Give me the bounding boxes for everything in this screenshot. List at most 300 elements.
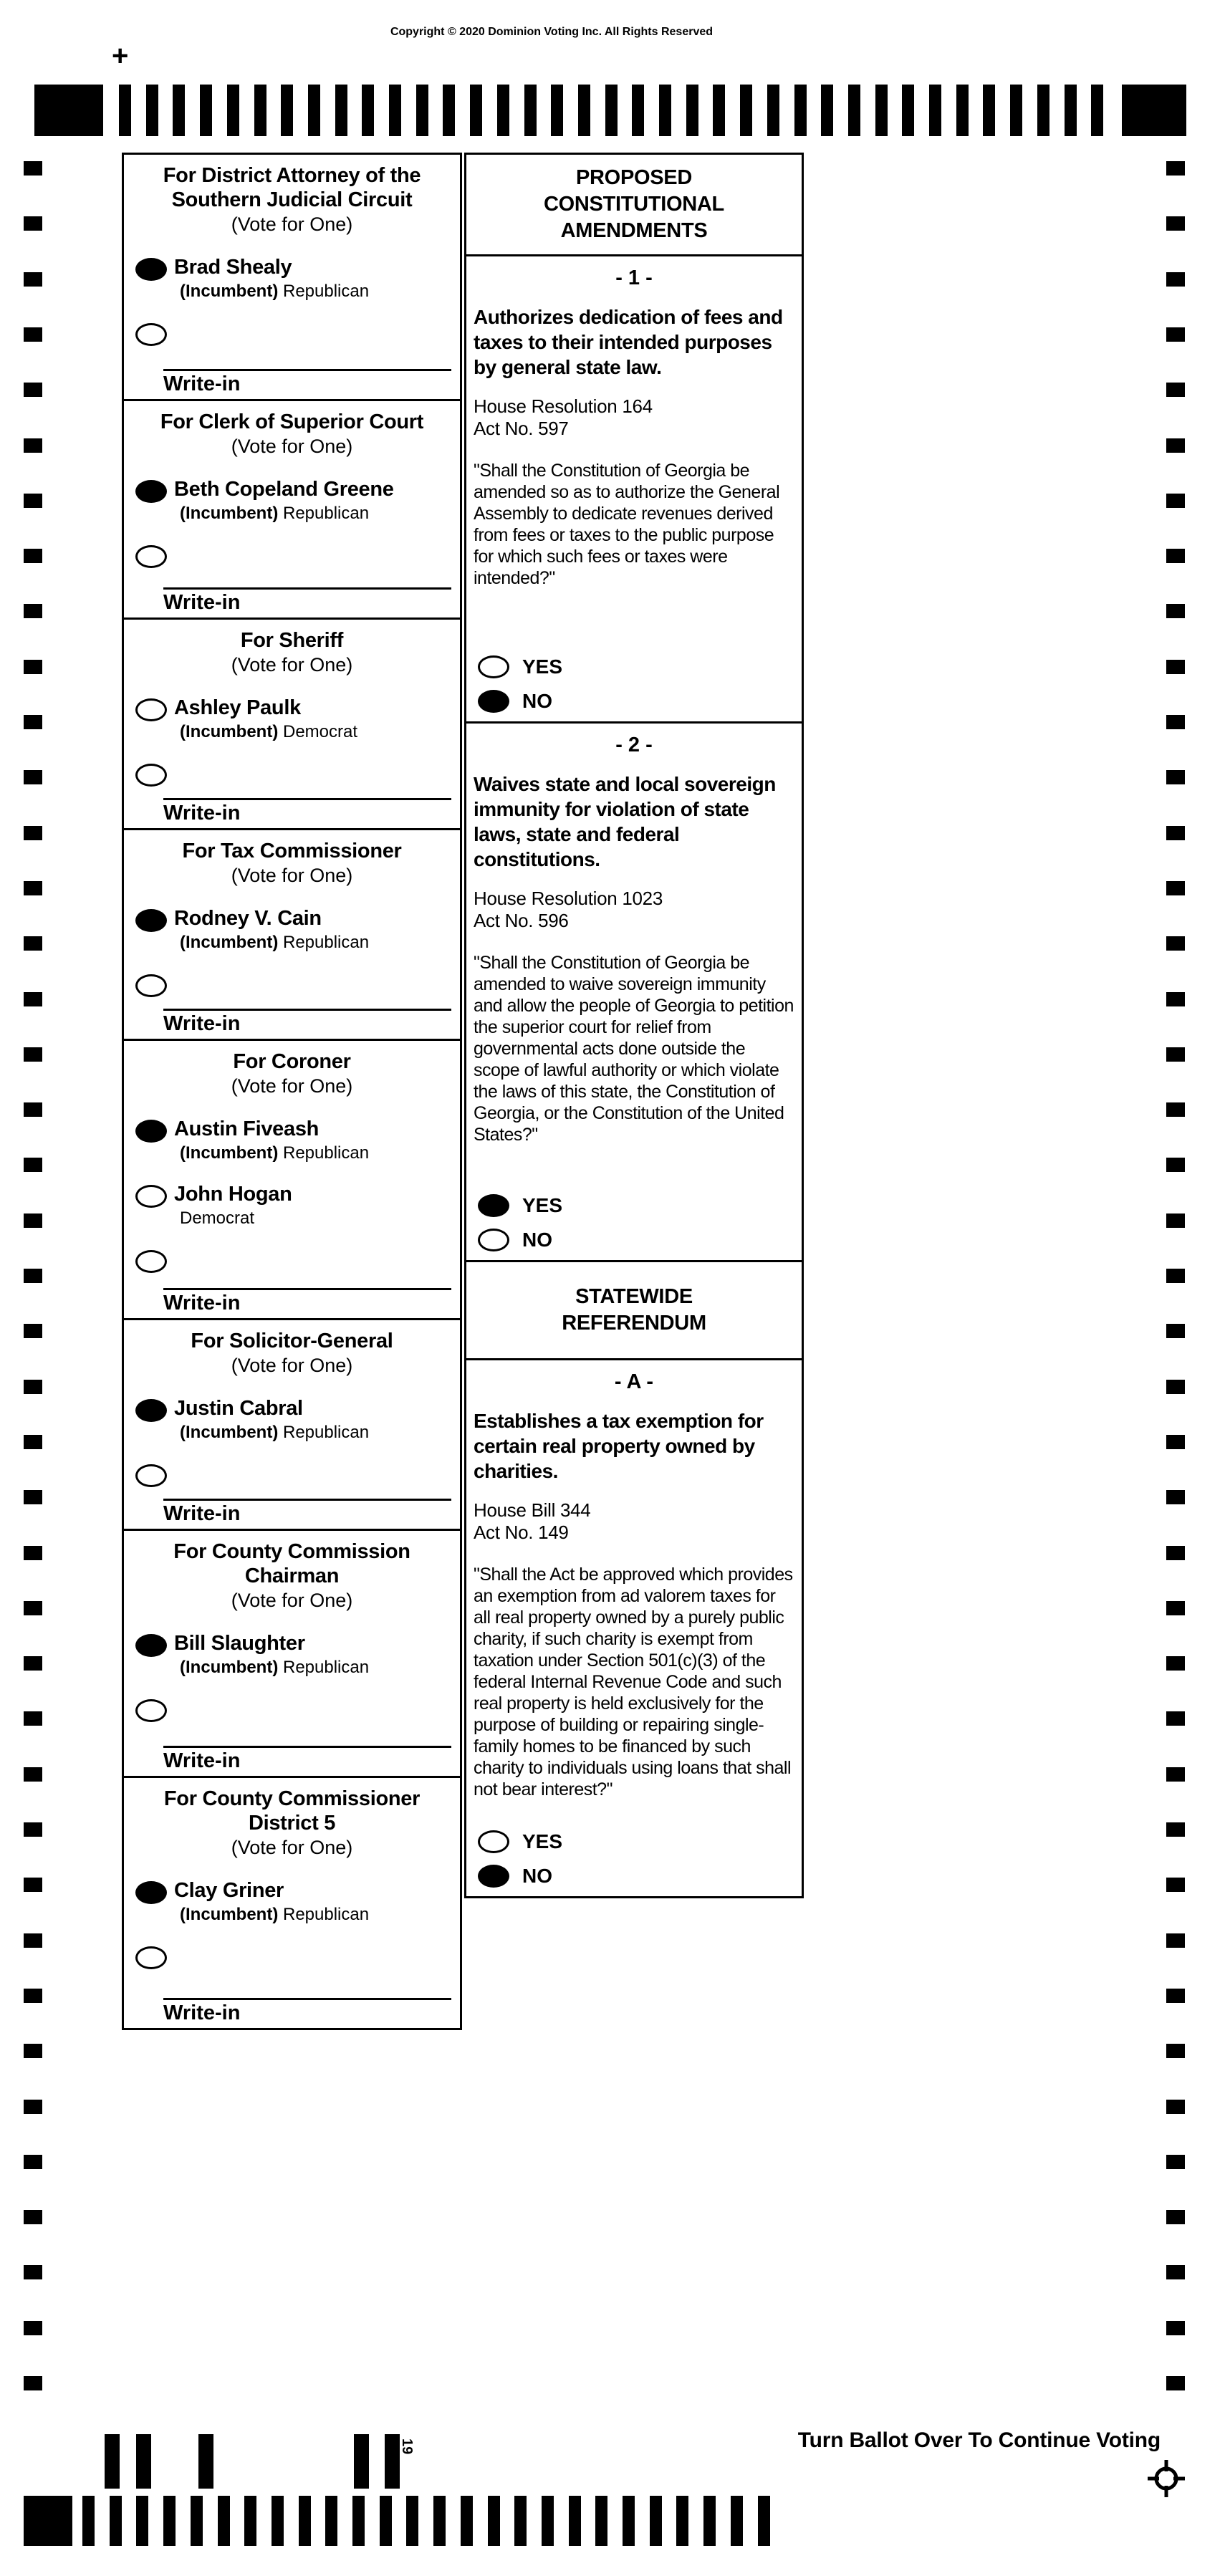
timing-mark	[1166, 1380, 1185, 1394]
timing-mark	[272, 2496, 284, 2546]
timing-mark	[24, 438, 42, 453]
vote-oval[interactable]	[135, 974, 167, 997]
stub-bar	[385, 2434, 400, 2489]
measure-number: - 2 -	[615, 734, 653, 756]
measure-option-row	[478, 1865, 562, 1888]
contest-title	[124, 1049, 460, 1074]
timing-mark-block	[24, 2496, 72, 2546]
candidate-row	[124, 1631, 460, 1678]
timing-mark	[24, 826, 42, 840]
timing-mark	[24, 1213, 42, 1228]
measure-summary: Authorizes dedication of fees and taxes to their intended purposes by general state law.	[474, 306, 783, 378]
measures-header-box	[464, 1260, 804, 1360]
candidate-name: Clay Griner	[174, 1879, 284, 1902]
vote-oval[interactable]	[135, 909, 167, 932]
candidate-info	[174, 696, 357, 742]
write-in-label: Write-in	[163, 802, 241, 825]
vote-oval[interactable]	[135, 1946, 167, 1969]
timing-mark	[1166, 770, 1185, 784]
vote-oval[interactable]	[135, 545, 167, 568]
timing-mark	[24, 881, 42, 895]
timing-mark	[1091, 85, 1103, 136]
timing-mark	[1166, 1158, 1185, 1172]
measures-header-line: PROPOSED	[576, 166, 692, 189]
turn-ballot-over-text: Turn Ballot Over To Continue Voting	[797, 2428, 1161, 2452]
write-in-label: Write-in	[163, 1292, 241, 1315]
timing-mark	[24, 1435, 42, 1449]
timing-mark	[218, 2496, 230, 2546]
option-label: NO	[522, 690, 552, 712]
timing-mark	[1166, 2210, 1185, 2224]
timing-mark	[24, 715, 42, 729]
candidate-row	[124, 1396, 460, 1443]
measure-options	[478, 644, 562, 713]
timing-mark	[24, 2265, 42, 2279]
timing-mark	[416, 85, 428, 136]
timing-mark	[1166, 881, 1185, 895]
timing-mark	[524, 85, 537, 136]
timing-mark	[82, 2496, 95, 2546]
timing-mark	[352, 2496, 365, 2546]
timing-mark	[308, 85, 320, 136]
timing-mark	[24, 1989, 42, 2003]
party-label: Republican	[283, 1423, 370, 1442]
candidate-name: Brad Shealy	[174, 256, 292, 279]
candidate-info	[174, 255, 369, 302]
contest-title	[124, 1539, 460, 1588]
vote-for-instruction: (Vote for One)	[231, 1590, 353, 1611]
timing-mark	[1166, 715, 1185, 729]
timing-mark	[632, 85, 644, 136]
write-in-block	[124, 1288, 460, 1317]
candidate-name: John Hogan	[174, 1183, 292, 1206]
timing-mark	[406, 2496, 418, 2546]
write-in-label: Write-in	[163, 1012, 241, 1035]
timing-mark	[24, 2044, 42, 2058]
measure-options	[478, 1183, 562, 1251]
timing-mark	[24, 1822, 42, 1837]
stub-bar	[198, 2434, 213, 2489]
vote-oval[interactable]	[478, 1830, 509, 1853]
timing-mark	[605, 85, 618, 136]
timing-mark	[578, 85, 590, 136]
party-label: Republican	[283, 933, 370, 952]
timing-mark	[595, 2496, 607, 2546]
timing-mark	[659, 85, 671, 136]
contest-title-line: For District Attorney of the	[163, 164, 421, 187]
candidate-info	[174, 1631, 369, 1678]
contest-title-line: For Solicitor-General	[191, 1330, 393, 1352]
measure-option-row	[478, 1229, 562, 1251]
contest-title-line: For County Commission	[173, 1540, 410, 1563]
write-in-block	[124, 1499, 460, 1527]
timing-mark	[1166, 1878, 1185, 1892]
timing-mark	[929, 85, 941, 136]
timing-mark	[1166, 1269, 1185, 1283]
timing-mark	[740, 85, 752, 136]
vote-oval[interactable]	[135, 1464, 167, 1487]
timing-mark	[24, 1933, 42, 1948]
measure-references	[474, 1499, 793, 1544]
measure-reference-line: House Bill 344	[474, 1499, 591, 1521]
timing-mark	[1166, 1490, 1185, 1504]
candidate-name: Bill Slaughter	[174, 1632, 305, 1655]
candidate-party	[174, 1905, 369, 1925]
vote-oval[interactable]	[135, 1120, 167, 1143]
timing-mark	[1166, 2100, 1185, 2114]
candidate-name: Beth Copeland Greene	[174, 478, 394, 501]
candidate-info	[174, 906, 369, 953]
timing-mark	[1166, 272, 1185, 287]
timing-mark	[1166, 660, 1185, 674]
timing-mark	[24, 992, 42, 1006]
timing-mark	[902, 85, 914, 136]
timing-mark	[24, 1546, 42, 1560]
contest-title	[124, 1329, 460, 1353]
contest-title-line: For Tax Commissioner	[182, 840, 402, 862]
option-label: YES	[522, 1830, 563, 1852]
timing-mark	[227, 85, 239, 136]
timing-mark	[200, 85, 212, 136]
option-label: NO	[522, 1865, 552, 1887]
timing-mark	[380, 2496, 392, 2546]
contest-title	[124, 839, 460, 863]
write-in-oval-row	[124, 545, 460, 572]
timing-mark	[514, 2496, 527, 2546]
measure-box	[464, 1358, 804, 1898]
candidate-name: Austin Fiveash	[174, 1118, 320, 1140]
candidate-party	[174, 1423, 369, 1443]
candidate-party	[174, 1143, 369, 1163]
timing-mark	[24, 2376, 42, 2390]
write-in-label: Write-in	[163, 1749, 241, 1772]
vote-oval[interactable]	[135, 1185, 167, 1208]
timing-mark	[24, 936, 42, 951]
timing-mark	[676, 2496, 688, 2546]
plus-registration-mark: +	[112, 40, 129, 72]
candidate-party	[174, 1208, 292, 1229]
incumbent-label: (Incumbent)	[180, 933, 279, 952]
timing-mark	[325, 2496, 337, 2546]
candidate-info	[174, 1396, 369, 1443]
vote-for-instruction: (Vote for One)	[231, 213, 353, 235]
vote-oval[interactable]	[478, 1229, 509, 1251]
contest-box	[122, 828, 462, 1041]
vote-oval[interactable]	[478, 1865, 509, 1888]
vote-for-instruction: (Vote for One)	[231, 1837, 353, 1858]
timing-mark	[1166, 1213, 1185, 1228]
candidate-party	[174, 282, 369, 302]
timing-mark	[146, 85, 158, 136]
option-label: YES	[522, 655, 563, 678]
timing-mark	[24, 1767, 42, 1782]
timing-mark	[24, 549, 42, 563]
timing-mark	[24, 770, 42, 784]
timing-mark	[1166, 161, 1185, 176]
timing-mark	[24, 660, 42, 674]
timing-mark	[569, 2496, 581, 2546]
vote-for-instruction: (Vote for One)	[231, 1075, 353, 1097]
party-label: Republican	[283, 282, 370, 301]
candidate-info	[174, 1117, 369, 1163]
timing-mark	[443, 85, 455, 136]
timing-mark	[1166, 1933, 1185, 1948]
measure-number: - A -	[614, 1370, 654, 1393]
vote-oval[interactable]	[478, 655, 509, 678]
contest-title-line: For County Commissioner	[163, 1787, 421, 1810]
candidate-row	[124, 1117, 460, 1163]
timing-mark	[24, 161, 42, 176]
party-label: Republican	[283, 1905, 370, 1924]
write-in-block	[124, 369, 460, 398]
timing-mark	[1166, 936, 1185, 951]
write-in-oval-row	[124, 1946, 460, 1973]
timing-mark	[1166, 826, 1185, 840]
timing-mark	[163, 2496, 176, 2546]
timing-mark	[24, 383, 42, 397]
contest-box	[122, 1318, 462, 1531]
candidate-party	[174, 933, 369, 953]
timing-mark	[24, 1047, 42, 1062]
measure-reference-line: House Resolution 164	[474, 395, 653, 417]
timing-mark	[1166, 1102, 1185, 1117]
measure-question: "Shall the Act be approved which provides an exemption from ad valorem taxes for all real property owned by a purely public charity, if such charity is exempt from taxation under Section 501(c)(3) of the federal Internal Revenue Code and such real property is held exclusively for the purpose of building or repairing single-family homes to be financed by such charity to individuals using loans that shall not bear interest?"	[474, 1565, 793, 1799]
incumbent-label: (Incumbent)	[180, 1423, 279, 1442]
timing-mark	[24, 1711, 42, 1726]
party-label: Democrat	[283, 722, 358, 741]
candidate-row	[124, 1878, 460, 1925]
timing-mark	[1166, 216, 1185, 231]
incumbent-label: (Incumbent)	[180, 1658, 279, 1677]
timing-mark	[389, 85, 401, 136]
incumbent-label: (Incumbent)	[180, 1143, 279, 1163]
write-in-oval-row	[124, 323, 460, 350]
vote-oval[interactable]	[135, 1881, 167, 1904]
party-label: Republican	[283, 1143, 370, 1163]
measure-references	[474, 888, 793, 932]
stub-bar	[354, 2434, 369, 2489]
write-in-label: Write-in	[163, 1502, 241, 1525]
timing-mark	[1037, 85, 1049, 136]
candidate-info	[174, 477, 394, 524]
timing-mark	[623, 2496, 635, 2546]
write-in-oval-row	[124, 1699, 460, 1726]
stub-number: 19	[399, 2438, 415, 2455]
contest-title-line: For Coroner	[233, 1050, 351, 1073]
timing-mark	[1166, 1711, 1185, 1726]
measure-option-row	[478, 1194, 562, 1217]
timing-mark	[24, 1269, 42, 1283]
write-in-oval-row	[124, 1250, 460, 1277]
measure-option-row	[478, 655, 562, 678]
timing-mark	[24, 1380, 42, 1394]
timing-mark	[686, 85, 698, 136]
measure-reference-line: Act No. 597	[474, 418, 569, 439]
timing-mark	[24, 2321, 42, 2335]
timing-mark	[461, 2496, 473, 2546]
timing-mark	[1166, 494, 1185, 508]
measures-header-line: STATEWIDE	[575, 1285, 693, 1308]
vote-oval[interactable]	[478, 690, 509, 713]
timing-mark	[254, 85, 266, 136]
timing-mark-block	[1122, 85, 1186, 136]
timing-mark	[24, 327, 42, 342]
vote-for-instruction: (Vote for One)	[231, 865, 353, 886]
candidate-row	[124, 255, 460, 302]
vote-oval[interactable]	[135, 323, 167, 346]
contest-box	[122, 399, 462, 620]
timing-mark	[1166, 1989, 1185, 2003]
vote-oval[interactable]	[478, 1194, 509, 1217]
timing-mark	[24, 2155, 42, 2169]
write-in-block	[124, 798, 460, 827]
timing-mark	[24, 1324, 42, 1338]
timing-mark	[983, 85, 995, 136]
measure-options	[478, 1819, 562, 1888]
contest-title-line: District 5	[248, 1812, 336, 1835]
timing-mark	[758, 2496, 770, 2546]
timing-mark	[1166, 383, 1185, 397]
contest-box	[122, 1776, 462, 2030]
contest-box	[122, 617, 462, 830]
timing-mark	[713, 85, 725, 136]
contest-title-line: For Sheriff	[240, 629, 344, 652]
stub-bar	[136, 2434, 151, 2489]
contest-box	[122, 153, 462, 401]
timing-mark	[1166, 2321, 1185, 2335]
timing-mark-block	[34, 85, 103, 136]
timing-mark	[794, 85, 807, 136]
vote-oval[interactable]	[135, 698, 167, 721]
vote-oval[interactable]	[135, 480, 167, 503]
measure-reference-line: House Resolution 1023	[474, 888, 663, 909]
contest-title	[124, 163, 460, 212]
option-label: NO	[522, 1229, 552, 1251]
timing-mark	[1166, 1546, 1185, 1560]
contest-title	[124, 628, 460, 653]
timing-mark	[24, 2100, 42, 2114]
candidate-row	[124, 696, 460, 742]
candidate-party	[174, 1658, 369, 1678]
candidate-name: Rodney V. Cain	[174, 907, 322, 930]
timing-mark	[1166, 1435, 1185, 1449]
party-label: Republican	[283, 1658, 370, 1677]
write-in-block	[124, 1009, 460, 1037]
ballot-measures-column	[464, 153, 804, 1898]
write-in-block	[124, 1746, 460, 1774]
timing-mark	[542, 2496, 554, 2546]
timing-mark	[173, 85, 185, 136]
timing-mark	[24, 1490, 42, 1504]
timing-mark	[362, 85, 374, 136]
write-in-oval-row	[124, 974, 460, 1001]
candidate-row	[124, 1182, 460, 1229]
timing-mark	[1166, 438, 1185, 453]
vote-for-instruction: (Vote for One)	[231, 436, 353, 457]
timing-mark	[24, 604, 42, 618]
contest-title	[124, 1787, 460, 1835]
vote-for-instruction: (Vote for One)	[231, 1355, 353, 1376]
timing-mark	[703, 2496, 716, 2546]
contest-box	[122, 1039, 462, 1320]
timing-mark	[24, 1656, 42, 1671]
write-in-label: Write-in	[163, 591, 241, 614]
timing-mark	[875, 85, 888, 136]
timing-mark	[1166, 604, 1185, 618]
candidate-party	[174, 722, 357, 742]
timing-mark	[24, 1158, 42, 1172]
measures-header-line: CONSTITUTIONAL	[544, 193, 724, 216]
vote-oval[interactable]	[135, 764, 167, 787]
vote-oval[interactable]	[135, 258, 167, 281]
vote-oval[interactable]	[135, 1699, 167, 1722]
candidate-row	[124, 477, 460, 524]
timing-mark	[1166, 1601, 1185, 1615]
measures-header-line: AMENDMENTS	[560, 219, 708, 242]
timing-mark	[650, 2496, 662, 2546]
timing-mark	[848, 85, 860, 136]
candidate-party	[174, 504, 394, 524]
timing-mark	[1166, 1324, 1185, 1338]
timing-mark	[551, 85, 563, 136]
timing-mark	[1166, 327, 1185, 342]
timing-mark	[433, 2496, 446, 2546]
timing-mark	[1166, 2376, 1185, 2390]
registration-target-icon	[1146, 2459, 1186, 2499]
timing-mark	[1166, 1047, 1185, 1062]
write-in-block	[124, 1998, 460, 2027]
vote-oval[interactable]	[135, 1399, 167, 1422]
measure-option-row	[478, 690, 562, 713]
measure-box	[464, 254, 804, 724]
candidate-races-column	[122, 153, 462, 2030]
timing-mark	[731, 2496, 743, 2546]
incumbent-label: (Incumbent)	[180, 722, 279, 741]
measure-summary: Waives state and local sovereign immunity for violation of state laws, state and federal constitutions.	[474, 773, 776, 870]
timing-mark	[956, 85, 969, 136]
measure-box	[464, 721, 804, 1262]
timing-mark	[191, 2496, 203, 2546]
vote-for-instruction: (Vote for One)	[231, 654, 353, 676]
timing-mark	[1065, 85, 1077, 136]
vote-oval[interactable]	[135, 1250, 167, 1273]
timing-mark	[1166, 1822, 1185, 1837]
measure-summary: Establishes a tax exemption for certain real property owned by charities.	[474, 1410, 764, 1482]
timing-mark	[488, 2496, 500, 2546]
copyright-text: Copyright © 2020 Dominion Voting Inc. All Rights Reserved	[390, 26, 714, 38]
timing-mark	[767, 85, 779, 136]
party-label: Republican	[283, 504, 370, 523]
incumbent-label: (Incumbent)	[180, 282, 279, 301]
party-label: Democrat	[180, 1208, 255, 1228]
measure-reference-line: Act No. 149	[474, 1522, 569, 1543]
timing-mark	[281, 85, 293, 136]
stub-bar	[105, 2434, 120, 2489]
option-label: YES	[522, 1194, 563, 1216]
timing-mark	[24, 494, 42, 508]
timing-mark	[1166, 2155, 1185, 2169]
measure-number: - 1 -	[615, 266, 653, 289]
vote-oval[interactable]	[135, 1634, 167, 1657]
candidate-row	[124, 906, 460, 953]
timing-mark	[24, 1601, 42, 1615]
timing-mark	[24, 1102, 42, 1117]
timing-mark	[1166, 1656, 1185, 1671]
contest-title-line: Southern Judicial Circuit	[171, 188, 413, 211]
timing-mark	[244, 2496, 256, 2546]
measure-question: "Shall the Constitution of Georgia be amended so as to authorize the General Assembly to dedicate revenues derived from fees or taxes to the public purpose for which such fees or taxes were intended?"	[474, 461, 780, 588]
timing-mark	[470, 85, 482, 136]
